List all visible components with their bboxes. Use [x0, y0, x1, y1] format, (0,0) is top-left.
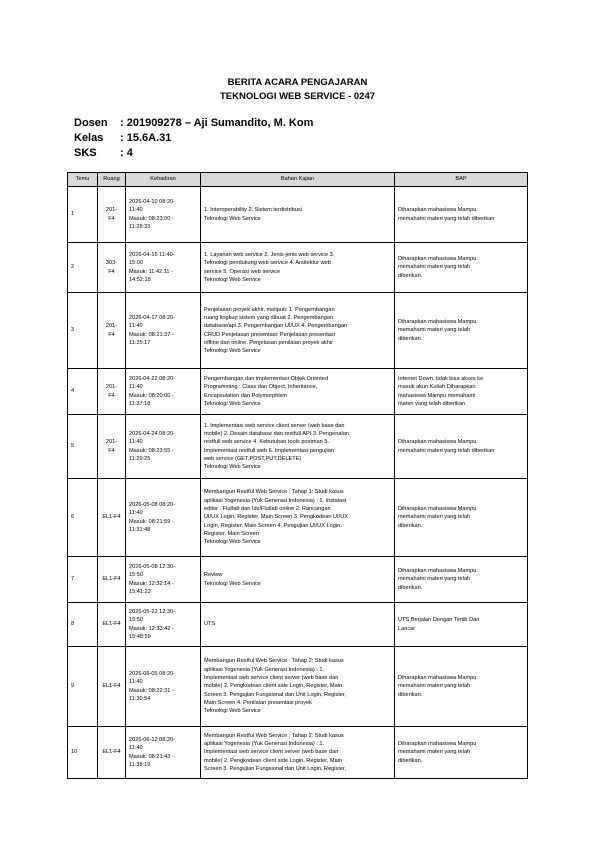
- cell-bahan-kajian: Review Teknologi Web Service: [201, 557, 395, 603]
- cell-bahan-kajian: 1. Interoperability 2. Sistem terdistribusi Teknologi Web Service: [201, 187, 395, 243]
- cell-ruang: EL1-F4: [98, 557, 126, 603]
- cell-ruang: 201- F4: [98, 415, 126, 479]
- dosen-row: [74, 116, 313, 131]
- table-row: [68, 415, 528, 479]
- cell-bap: Diharapkan mahasiswa Mampu memahami materi yang telah diberikan.: [395, 647, 528, 727]
- header-temu: Temu: [68, 173, 98, 187]
- cell-ruang: EL1-F4: [98, 647, 126, 727]
- document-title: BERITA ACARA PENGAJARAN: [227, 77, 368, 88]
- kelas-value: : 15.6A.31: [120, 132, 172, 144]
- cell-ruang: 201- F4: [98, 369, 126, 415]
- cell-bahan-kajian: UTS: [201, 603, 395, 647]
- cell-kehadiran: 2026-05-08 08:20- 11:40 Masuk: 08:21:59 - 11:31:48: [126, 479, 201, 557]
- cell-ruang: 303- F4: [98, 243, 126, 293]
- cell-kehadiran: 2026-04-15 11:40- 15:00 Masuk: 11:42:11 - 14:52:18: [126, 243, 201, 293]
- cell-temu: 6: [68, 479, 98, 557]
- cell-ruang: EL1-F4: [98, 727, 126, 779]
- cell-temu: 3: [68, 293, 98, 369]
- table-row: [68, 603, 528, 647]
- table-row: [68, 243, 528, 293]
- cell-bap: Diharapkan mahasiswa Mampu memahami materi yang telah diberikan.: [395, 293, 528, 369]
- sks-label: SKS: [74, 147, 97, 159]
- table-row: [68, 647, 528, 727]
- cell-bahan-kajian: 1. Layanan web service 2. Jenis-jenis web service 3. Teknologi pendukung web service 4. Arsitektur web service 5. Operasi web service Teknologi Web Service: [201, 243, 395, 293]
- cell-temu: 4: [68, 369, 98, 415]
- header-bahan-kajian: Bahan Kajian: [201, 173, 395, 187]
- cell-temu: 2: [68, 243, 98, 293]
- cell-bap: Diharapkan mahasiswa Mampu memahami materi yang telah diberikan.: [395, 557, 528, 603]
- cell-bap: Diharapkan mahasiswa Mampu memahami materi yang telah diberikan: [395, 187, 528, 243]
- cell-bap: Internet Down. tidak bisa akses ke masuk akun Kuliah Diharapkan mahasiswa Mampu memahami materi yang telah diberikan.: [395, 369, 528, 415]
- cell-temu: 8: [68, 603, 98, 647]
- cell-kehadiran: 2026-04-17 08:20- 11:40 Masuk: 08:21:37 - 11:25:17: [126, 293, 201, 369]
- kelas-row: [74, 131, 171, 146]
- cell-temu: 9: [68, 647, 98, 727]
- cell-temu: 10: [68, 727, 98, 779]
- sks-value: : 4: [120, 147, 133, 159]
- header-bap: BAP: [395, 173, 528, 187]
- cell-ruang: 201- F4: [98, 293, 126, 369]
- table-row: [68, 557, 528, 603]
- table-row: [68, 479, 528, 557]
- cell-kehadiran: 2026-06-05 08:20- 11:40 Masuk: 08:22:31 - 11:30:54: [126, 647, 201, 727]
- cell-temu: 5: [68, 415, 98, 479]
- table-row: [68, 187, 528, 243]
- header-ruang: Ruang: [98, 173, 126, 187]
- attendance-table: [67, 172, 528, 779]
- document-subtitle: TEKNOLOGI WEB SERVICE - 0247: [219, 91, 376, 102]
- table-header-row: [68, 173, 528, 187]
- kelas-label: Kelas: [74, 132, 104, 144]
- table-row: [68, 293, 528, 369]
- cell-kehadiran: 2026-04-22 08:20- 11:40 Masuk: 08:20:00 - 11:37:18: [126, 369, 201, 415]
- table-body: [68, 187, 528, 779]
- cell-bahan-kajian: Pengembangan dan implementasi Objek Oriented Programming : Class dan Object, Inheritance, Encapsulation dan Polymorphism Teknologi Web Service: [201, 369, 395, 415]
- cell-ruang: 201- F4: [98, 187, 126, 243]
- cell-bap: Diharapkan mahasiswa Mampu memahami materi yang telah diberikan: [395, 415, 528, 479]
- cell-bap: UTS Berjalan Dengan Tertib Dan Lancar: [395, 603, 528, 647]
- cell-bap: Diharapkan mahasiswa Mampu memahami materi yang telah diberikan.: [395, 243, 528, 293]
- cell-kehadiran: 2026-05-22 12:30- 15:50 Masuk: 12:33:42 - 15:48:59: [126, 603, 201, 647]
- cell-bahan-kajian: Penjelasan proyek akhir, meliputi: 1. Pengembangan ruang lingkup sistem yang dibuat 2. Pengembangan database/api 3. Pengembangan UI/UX 4. Pengembangan CRUD Penjelasan presentasi: Penjelasan presentasi offline dan online. Penjelasan penilaian proyek akhir Teknologi Web Service: [201, 293, 395, 369]
- cell-bahan-kajian: Membangun Restful Web Service : Tahap 2: Studi kasus aplikasi Yogenesia (Yuk Generasi Indonesia) : 1. Implementasi web service client server (web base dan mobile) 2. Pengkodean client side Login, Register, Main Screen 3. Pengujian Fungsional dan Unit Login, Register,: [201, 727, 395, 779]
- cell-kehadiran: 2026-06-12 08:20- 11:40 Masuk: 08:21:43 - 11:38:19: [126, 727, 201, 779]
- cell-kehadiran: 2026-05-08 12:30- 15:50 Masuk: 12:32:14 - 15:41:22: [126, 557, 201, 603]
- sks-row: [74, 146, 133, 161]
- cell-ruang: EL1-F4: [98, 479, 126, 557]
- cell-bahan-kajian: Membangun Restful Web Service : Tahap 2: Studi kasus aplikasi Yogenesia (Yuk Generasi Indonesia) : 1. Implementasi web service client server (web base dan mobile) 2. Pengkodean client side Login, Register, Main Screen 3. Pengujian Fungsional dan Unit Login, Register, Main Screen 4. Penilaian presentasi proyek Teknologi Web Service: [201, 647, 395, 727]
- cell-temu: 1: [68, 187, 98, 243]
- table-row: [68, 369, 528, 415]
- cell-kehadiran: 2026-04-10 08:20- 11:40 Masuk: 08:23:00 - 11:28:33: [126, 187, 201, 243]
- cell-bahan-kajian: Membangun Restful Web Service : Tahap 1: Studi kasus aplikasi Yogenesia (Yuk Generasi Indonesia) : 1. Instalasi editor : Flutlab dan Idx/Flutlab online 2. Rancangan UI/UX Login, Register, Main Screen 3. Pengkodean UI/UX Login, Register, Main Screen 4. Pengujian UI/UX Login, Register, Main Screen Teknologi Web Service: [201, 479, 395, 557]
- cell-kehadiran: 2026-04-24 08:20- 11:40 Masuk: 08:23:55 - 11:29:25: [126, 415, 201, 479]
- cell-temu: 7: [68, 557, 98, 603]
- cell-bahan-kajian: 1. Implementasi web service client server (web base dan mobile) 2. Desain database dan restfull API 3. Pengenalan restfull web service 4. Kebutuhan tools postman 5. Implementasi restfull web 6. Implementasi pengujian web service (GET,POST,PUT,DELETE) Teknologi Web Service: [201, 415, 395, 479]
- cell-bap: Diharapkan mahasiswa Mampu memahami materi yang telah diberikan.: [395, 479, 528, 557]
- header-kehadiran: Kehadiran: [126, 173, 201, 187]
- cell-bap: Diharapkan mahasiswa Mampu memahami materi yang telah diberikan.: [395, 727, 528, 779]
- cell-ruang: EL1-F4: [98, 603, 126, 647]
- dosen-value: : 201909278 – Aji Sumandito, M. Kom: [120, 117, 314, 129]
- dosen-label: Dosen: [74, 117, 108, 129]
- table-row: [68, 727, 528, 779]
